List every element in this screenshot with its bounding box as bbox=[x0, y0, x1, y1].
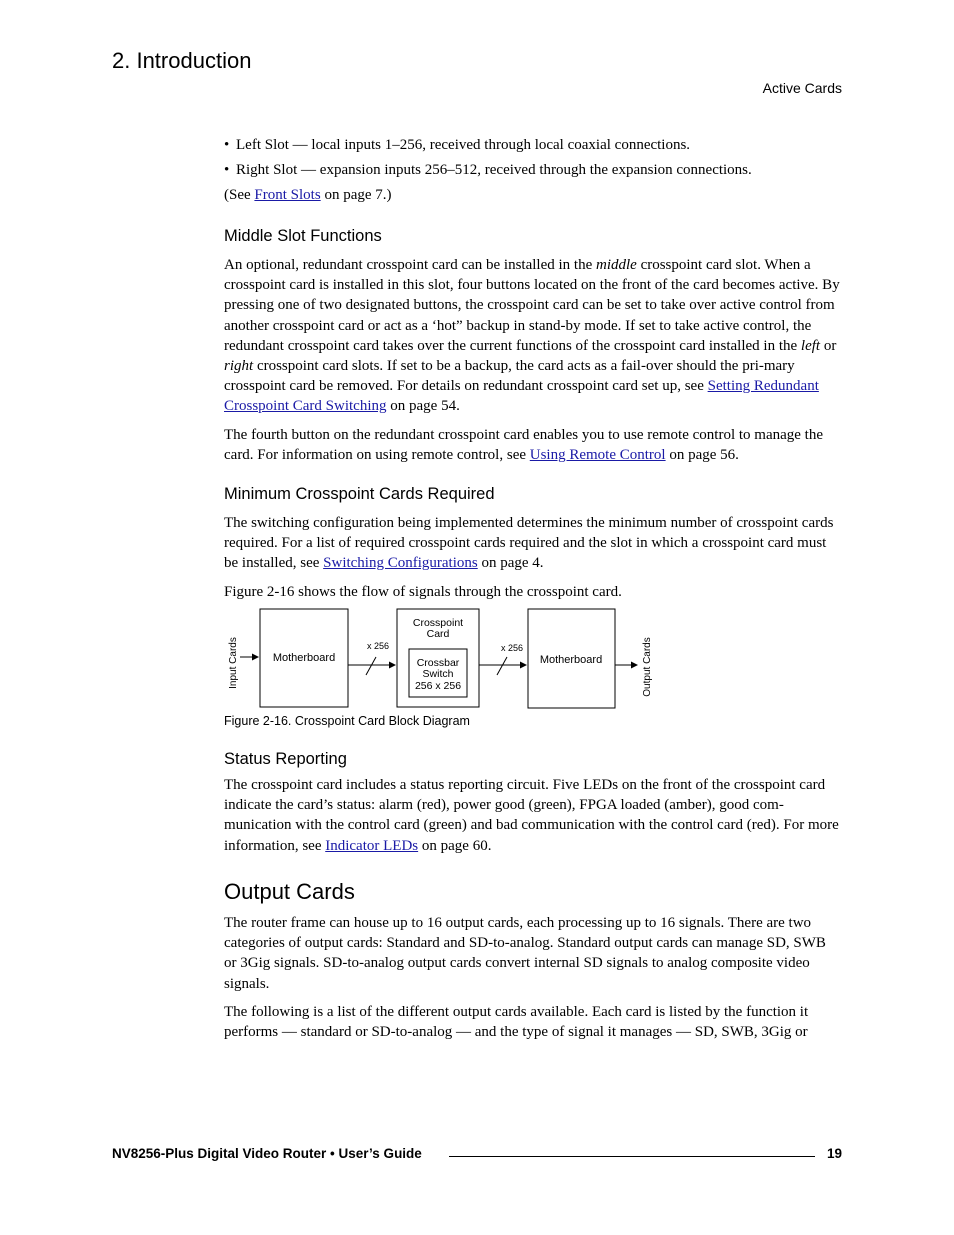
chapter-title: 2. Introduction bbox=[112, 48, 252, 73]
switching-configurations-link[interactable]: Switching Configurations bbox=[323, 555, 478, 572]
crosspoint-label-line2: Card bbox=[426, 628, 450, 640]
minimum-paragraph-2: Figure 2-16 shows the flow of signals through the crosspoint card. bbox=[224, 583, 622, 600]
setting-redundant-link[interactable]: Setting Redundant Crosspoint Card Switching bbox=[224, 378, 819, 415]
footer-title: NV8256-Plus Digital Video Router • User’s Guide bbox=[112, 1146, 422, 1161]
crosspoint-label-line1: Crosspoint bbox=[412, 617, 464, 629]
minimum-heading: Minimum Crosspoint Cards Required bbox=[224, 485, 495, 503]
status-heading: Status Reporting bbox=[224, 750, 347, 768]
output-cards-heading: Output Cards bbox=[224, 879, 355, 904]
minimum-body bbox=[224, 513, 842, 602]
footer-rule bbox=[449, 1156, 815, 1157]
middle-slot-heading: Middle Slot Functions bbox=[224, 227, 382, 245]
bullet-dot-icon: • bbox=[224, 137, 230, 153]
output-cards-label: Output Cards bbox=[642, 637, 653, 697]
using-remote-control-link[interactable]: Using Remote Control bbox=[529, 447, 666, 464]
bus-left-slash bbox=[366, 657, 376, 675]
status-body bbox=[224, 775, 842, 856]
running-head: Active Cards bbox=[762, 80, 842, 96]
crosspoint-block-diagram bbox=[220, 605, 670, 713]
list-item: • Left Slot — local inputs 1–256, received through local coaxial connections. bbox=[224, 137, 691, 153]
bus-left-label: x 256 bbox=[366, 641, 390, 651]
see-front-slots: (See Front Slots on page 7.) bbox=[224, 187, 392, 203]
minimum-paragraph-1: The switching configuration being implemented determines the minimum number of crosspoint cards required. For a list of required crosspoint cards required and the slot in which a crosspoint card must be installed, see Switching Configurations on page 4. bbox=[224, 515, 834, 572]
crossbar-label-line1: Crossbar bbox=[416, 657, 460, 669]
front-slots-link[interactable]: Front Slots bbox=[254, 187, 321, 203]
page-number: 19 bbox=[826, 1146, 842, 1161]
middle-slot-paragraph-1: An optional, redundant crosspoint card can be installed in the middle crosspoint card slot. When a crosspoint card is installed in this slot, four buttons located on the front of the card becomes active. By pressing one of two designated buttons, the crosspoint card can be set to take over active control from another crosspoint card or act as a ‘hot” backup in stand-by mode. If set to take active control, the redundant crosspoint card takes over the current functions of the crosspoint card installed in the left or right crosspoint card slots. If set to be a backup, the card acts as a fail-over should the pri-mary crosspoint card be removed. For details on redundant crosspoint card set up, see Setting Redundant Crosspoint Card Switching on page 54. bbox=[224, 257, 840, 415]
bus-right-slash bbox=[497, 657, 507, 675]
bullet-dot-icon: • bbox=[224, 162, 230, 178]
status-paragraph-1: The crosspoint card includes a status reporting circuit. Five LEDs on the front of the crosspoint card indicate the card’s status: alarm (red), power good (green), FPGA loaded (amber), good com-munication with the control card (green) and bad communication with the control card (red). For more information, see Indicator LEDs on page 60. bbox=[224, 777, 839, 854]
motherboard-right-label: Motherboard bbox=[539, 654, 603, 666]
list-item: • Right Slot — expansion inputs 256–512, received through the expansion connections. bbox=[224, 162, 752, 178]
output-cards-paragraph-2: The following is a list of the different output cards available. Each card is listed by the function it performs — standard or SD-to-analog — and the type of signal it manages — SD, SWB, 3Gig or bbox=[224, 1003, 809, 1041]
indicator-leds-link[interactable]: Indicator LEDs bbox=[325, 837, 419, 854]
figure-caption: Figure 2-16. Crosspoint Card Block Diagram bbox=[224, 714, 470, 728]
input-cards-label: Input Cards bbox=[228, 637, 239, 689]
crossbar-label-line3: 256 x 256 bbox=[414, 680, 462, 692]
output-cards-paragraph-1: The router frame can house up to 16 output cards, each processing up to 16 signals. There are two categories of output cards: Standard and SD-to-analog. Standard output cards can manage SD, SWB or 3Gig signals. SD-to-analog output cards convert internal SD signals to analog composite video signals. bbox=[224, 915, 826, 992]
motherboard-left-label: Motherboard bbox=[272, 652, 336, 664]
output-cards-body bbox=[224, 913, 842, 1042]
crossbar-label-line2: Switch bbox=[422, 668, 454, 680]
bus-right-label: x 256 bbox=[500, 643, 524, 653]
middle-slot-paragraph-2: The fourth button on the redundant crosspoint card enables you to use remote control to manage the card. For information on using remote control, see Using Remote Control on page 56. bbox=[224, 427, 823, 464]
middle-slot-body-2 bbox=[224, 425, 842, 465]
bullet-list bbox=[224, 135, 842, 205]
middle-slot-body bbox=[224, 255, 842, 417]
